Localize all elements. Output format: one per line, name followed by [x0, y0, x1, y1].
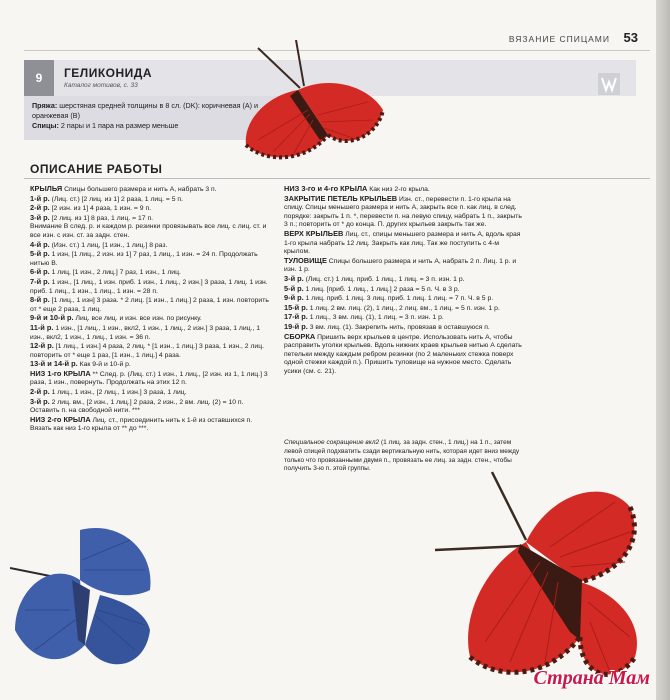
instruction-paragraph	[284, 257, 524, 275]
instruction-text: 1 лиц. 2 вм. лиц. (2), 1 лиц., 2 лиц. вм., 1 лиц. = 5 п. изн. 1 р.	[309, 304, 500, 312]
instruction-text: [1 лиц., 1 изн] 3 раза. * 2 лиц. [1 изн., 1 лиц.] 2 раза, 1 изн. повторить от * еще 2 раза, 1 лиц.	[30, 297, 269, 313]
instruction-paragraph	[30, 204, 270, 214]
instruction-text: 1 лиц., 1 изн., [2 лиц., 1 изн.] 3 раза, 1 лиц.	[51, 389, 187, 397]
instruction-heading: 17-й р.	[284, 312, 308, 322]
instruction-heading: 15-й р.	[284, 302, 308, 312]
instruction-paragraph	[30, 388, 270, 398]
instruction-heading: 9-й и 10-й р.	[30, 313, 74, 323]
instruction-paragraph	[284, 333, 524, 377]
instruction-paragraph	[30, 296, 270, 314]
instruction-paragraph	[284, 294, 524, 304]
instruction-text: (Лиц. ст.) [2 лиц. из 1] 2 раза, 1 лиц. = 5 п.	[51, 195, 183, 203]
note-label: Специальное сокращение вкл2	[284, 439, 380, 446]
instruction-paragraph	[284, 230, 524, 257]
instruction-heading: 7-й р.	[30, 276, 50, 286]
instruction-text: 1 лиц., 3 вм. лиц. (1), 1 лиц. = 3 п. изн. 1 р.	[309, 314, 444, 322]
instruction-text: [1 лиц., 1 изн.] 4 раза, 2 лиц. * [1 изн., 1 лиц.] 3 раза, 1 изн., 2 лиц. повторить от * еще 1 раз, [1 изн., 1 лиц.] 4 раза.	[30, 343, 265, 359]
instruction-text: 1 изн, [1 лиц., 2 изн. из 1] 7 раз, 1 лиц., 1 изн. = 24 п. Продолжать нитью В.	[30, 251, 258, 267]
instruction-heading: 9-й р.	[284, 293, 304, 303]
pattern-number-badge: 9	[24, 60, 54, 96]
instruction-paragraph	[30, 268, 270, 278]
instruction-text: Спицы большего размера и нить А, набрать 3 п.	[64, 186, 217, 193]
instruction-heading: НИЗ 2-го КРЫЛА	[30, 414, 91, 424]
instruction-heading: НИЗ 1-го КРЫЛА	[30, 368, 91, 378]
instruction-heading: ВЕРХ КРЫЛЬЕВ	[284, 228, 344, 238]
instruction-paragraph	[30, 214, 270, 224]
instruction-text: [2 изн. из 1] 4 раза, 1 изн. = 9 п.	[51, 205, 152, 213]
needles-label: Спицы:	[32, 121, 59, 130]
instruction-text: Как низ 2-го крыла.	[369, 186, 430, 193]
pattern-title: ГЕЛИКОНИДА	[64, 66, 153, 80]
note-text: (1 лиц. за задн. стен., 1 лиц.) на 1 п., затем левой спицей подхватить сзади вертикальную нить, которая идет вниз между только что провязанными двумя п., провязать ее лиц. за задн. стен., чтобы получить 3-ю п. этой группы.	[284, 439, 520, 473]
instruction-heading: НИЗ 3-го и 4-го КРЫЛА	[284, 184, 368, 193]
instruction-heading: 1-й р.	[30, 193, 50, 203]
instruction-text: Пришить верх крыльев в центре. Использовать нить А, чтобы расправить уголки крыльев. Вдоль нижних краев крыльев нитью А сделать петельки между каждым ребром резинки (по 2 маленьких стежка поверх одной стежки каждой п.). Пришить туловище на нужное место. Сделать усики (см. с. 21).	[284, 333, 522, 375]
instruction-paragraph	[30, 416, 270, 434]
instruction-paragraph	[284, 313, 524, 323]
instruction-paragraph	[30, 324, 270, 342]
page-number: 53	[623, 30, 638, 45]
instruction-text: 1 лиц, [1 изн., 2 лиц.] 7 раз, 1 изн., 1 лиц.	[51, 269, 181, 277]
instruction-heading: ТУЛОВИЩЕ	[284, 255, 327, 265]
instruction-heading: 3-й р.	[30, 396, 50, 406]
instruction-text: 1 лиц. [приб. 1 лиц., 1 лиц.] 2 раза = 5 п. Ч. в 3 р.	[305, 285, 460, 293]
instruction-text: Спицы большего размера и нить А, набрать 2 п. Лиц. 1 р. и изн. 1 р.	[284, 257, 517, 274]
instruction-paragraph	[30, 342, 270, 360]
instruction-paragraph	[284, 304, 524, 314]
instruction-heading: 11-й р.	[30, 322, 54, 332]
needles-text: 2 пары и 1 пара на размер меньше	[60, 121, 179, 130]
instruction-heading: 13-й и 14-й р.	[30, 359, 78, 369]
instruction-paragraph	[30, 250, 270, 268]
instruction-text: [2 лиц. из 1] 8 раз, 1 лиц. = 17 п.	[51, 214, 154, 222]
instruction-heading: 12-й р.	[30, 341, 54, 351]
instruction-heading: КРЫЛЬЯ	[30, 184, 63, 193]
instruction-text: Как 9-й и 10-й р.	[79, 361, 131, 369]
instructions-right-column	[284, 185, 524, 376]
instruction-paragraph	[30, 185, 270, 195]
instruction-heading: 2-й р.	[30, 203, 50, 213]
instruction-text: Лиц. ст., спицы меньшего размера и нить А, вдоль края 1-го крыла набрать 12 лиц. Закрыть как лиц. Так же поступить с 4-м крылом.	[284, 230, 521, 256]
publisher-logo-icon	[598, 73, 620, 95]
instruction-text: (Изн. ст.) 1 лиц, [1 изн., 1 лиц.] 8 раз.	[51, 241, 168, 249]
instruction-heading: 5-й р.	[30, 249, 50, 259]
instructions-left-column	[30, 185, 270, 434]
instruction-paragraph	[284, 323, 524, 333]
instruction-paragraph	[284, 275, 524, 285]
instruction-heading: 6-й р.	[30, 267, 50, 277]
watermark: Страна Мам	[533, 667, 650, 689]
instruction-heading: 3-й р.	[284, 273, 304, 283]
instruction-paragraph	[30, 314, 270, 324]
instruction-paragraph	[30, 223, 270, 240]
instruction-text: 1 изн., [1 лиц., 1 изн., вкл2, 1 изн., 1 лиц., 2 изн.] 3 раза, 1 лиц., 1 изн., вкл2, 1 изн., 1 лиц., 1 изн. = 36 п.	[30, 324, 260, 341]
blue-butterfly-photo	[10, 520, 160, 690]
instruction-heading: 2-й р.	[30, 387, 50, 397]
instruction-paragraph	[284, 195, 524, 230]
instruction-paragraph	[30, 241, 270, 251]
instruction-heading: 5-й р.	[284, 283, 304, 293]
instruction-heading: СБОРКА	[284, 331, 316, 341]
instruction-paragraph	[284, 285, 524, 295]
instruction-text: (Лиц. ст.) 1 лиц. приб. 1 лиц., 1 лиц. = 3 п. изн. 1 р.	[305, 275, 465, 283]
instruction-heading: 19-й р.	[284, 321, 308, 331]
section-divider	[24, 178, 650, 179]
instruction-text: Лиц. ст., присоединить нить к 1-й из оставшихся п. Вязать как низ 1-го крыла от ** до ***.	[30, 416, 253, 433]
instruction-heading: 8-й р.	[30, 295, 50, 305]
instruction-text: Внимание В след. р. и каждом р. резинки провязывать все лиц. с лиц. ст. и все изн. с изн. ст. за задн. стен.	[30, 223, 267, 239]
section-title: ОПИСАНИЕ РАБОТЫ	[30, 162, 163, 176]
instruction-paragraph	[30, 195, 270, 205]
instruction-paragraph	[30, 398, 270, 416]
instruction-heading: 3-й р.	[30, 212, 50, 222]
yarn-label: Пряжа:	[32, 101, 58, 110]
red-butterfly-photo-bottom	[430, 462, 650, 692]
instruction-text: 3 вм. лиц. (1). Закрепить нить, провязав в оставшуюся п.	[309, 323, 490, 331]
instruction-paragraph	[30, 370, 270, 388]
instruction-paragraph	[30, 278, 270, 296]
running-head: ВЯЗАНИЕ СПИЦАМИ	[508, 34, 610, 44]
instruction-heading: ЗАКРЫТИЕ ПЕТЕЛЬ КРЫЛЬЕВ	[284, 193, 398, 203]
instruction-text: ** След. р. (Лиц. ст.) 1 изн., 1 лиц., [2 изн. из 1, 1 лиц.] 3 раза, 1 изн., повернуть. Продолжать на этих 12 п.	[30, 370, 268, 387]
instruction-text: Изн. ст., перевести п. 1-го крыла на спицу. Спицы меньшего размера и нить А, закрыть все п. как лиц. в след. порядке: закрыть 1 п. *, перевести п. на левую спицу, набрать 1 п., закрыть 3 п.; повторить от * до конца. П. других крыльев закрыть так же.	[284, 195, 522, 229]
instruction-heading: 4-й р.	[30, 239, 50, 249]
book-spine	[656, 0, 670, 700]
pattern-subtitle: Каталог мотивов, с. 33	[64, 82, 138, 89]
instruction-text: Лиц. все лиц. и изн. все изн. по рисунку.	[75, 315, 202, 323]
instruction-text: 2 лиц. вм., [2 изн., 1 лиц.] 2 раза, 2 изн., 2 вм. лиц. (2) = 10 п. Оставить п. на свободной нити. ***	[30, 398, 244, 415]
yarn-text: шерстяная средней толщины в 8 сл. (DK): коричневая (А) и оранжевая (В)	[32, 101, 259, 120]
red-butterfly-photo-top	[238, 40, 388, 168]
instruction-text: 1 изн., [1 лиц., 1 изн. приб. 1 изн., 1 лиц., 2 изн.] 3 раза, 1 лиц. 1 изн. приб. 1 лиц., 1 изн., 1 лиц., 1 изн. = 28 п.	[30, 278, 268, 295]
instruction-text: 1 лиц. приб. 1 лиц. 3 лиц. приб. 1 лиц. 1 лиц. = 7 п. Ч. в 5 р.	[305, 295, 494, 303]
